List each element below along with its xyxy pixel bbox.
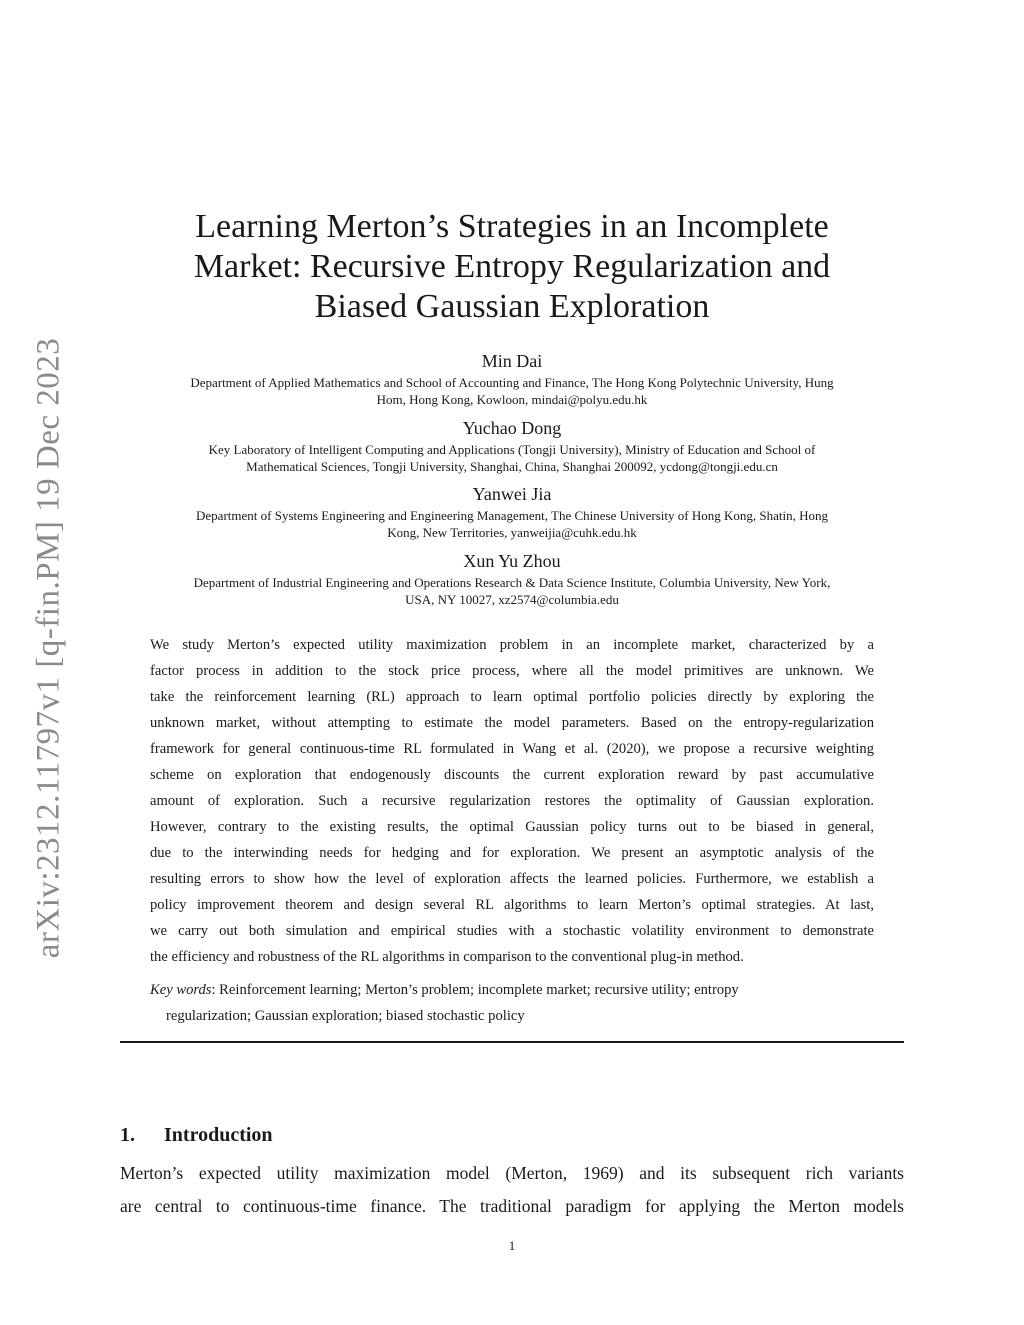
author-affiliation (120, 441, 904, 475)
abstract-line: the efficiency and robustness of the RL algorithms in comparison to the conventional plug-in method. (150, 949, 744, 965)
affiliation-line: Kong, New Territories, yanweijia@cuhk.edu.hk (387, 525, 637, 540)
body-line: are central to continuous-time finance. The traditional paradigm for applying the Merton models (120, 1196, 904, 1216)
section-title: Introduction (164, 1124, 273, 1146)
keywords-line: : Reinforcement learning; Merton’s problem; incomplete market; recursive utility; entropy (211, 982, 739, 998)
author-block (120, 417, 904, 475)
abstract-line: we carry out both simulation and empirical studies with a stochastic volatility environment to demonstrate (150, 923, 874, 939)
body-line: Merton’s expected utility maximization model (Merton, 1969) and its subsequent rich variants (120, 1163, 904, 1183)
abstract-line: However, contrary to the existing results, the optimal Gaussian policy turns out to be biased in general, (150, 819, 874, 835)
affiliation-line: Department of Industrial Engineering and Operations Research & Data Science Institute, Columbia University, New York, (193, 575, 831, 590)
abstract-line: scheme on exploration that endogenously discounts the current exploration reward by past accumulative (150, 767, 874, 783)
arxiv-identifier-stamp: arXiv:2312.11797v1 [q-fin.PM] 19 Dec 2023 (30, 337, 67, 959)
abstract-line: amount of exploration. Such a recursive regularization restores the optimality of Gaussian exploration. (150, 793, 874, 809)
author-name: Xun Yu Zhou (463, 551, 561, 571)
paper-title (150, 207, 874, 327)
author-name: Min Dai (481, 351, 543, 371)
author-block (120, 550, 904, 608)
title-line: Learning Merton’s Strategies in an Incomplete (195, 208, 829, 245)
title-line: Biased Gaussian Exploration (314, 288, 710, 325)
title-line: Market: Recursive Entropy Regularization and (193, 248, 831, 285)
abstract-line: unknown market, without attempting to estimate the model parameters. Based on the entropy-regularization (150, 715, 874, 731)
section-heading (120, 1122, 273, 1148)
affiliation-line: Department of Applied Mathematics and School of Accounting and Finance, The Hong Kong Polytechnic University, Hung (190, 375, 834, 390)
author-name: Yanwei Jia (472, 484, 552, 504)
abstract-line: policy improvement theorem and design several RL algorithms to learn Merton’s optimal strategies. At last, (150, 897, 874, 913)
introduction-paragraph (120, 1157, 904, 1223)
abstract-line: due to the interwinding needs for hedging and for exploration. We present an asymptotic analysis of the (150, 845, 874, 861)
abstract-line: resulting errors to show how the level of exploration affects the learned policies. Furthermore, we establish a (150, 871, 874, 887)
keywords (150, 977, 874, 1029)
author-block (120, 483, 904, 541)
abstract-line: framework for general continuous-time RL formulated in Wang et al. (2020), we propose a recursive weighting (150, 741, 874, 757)
author-affiliation (120, 507, 904, 541)
horizontal-rule (120, 1041, 904, 1043)
affiliation-line: USA, NY 10027, xz2574@columbia.edu (405, 592, 619, 607)
keywords-line: regularization; Gaussian exploration; biased stochastic policy (166, 1008, 525, 1024)
page-number: 1 (508, 1238, 516, 1253)
affiliation-line: Department of Systems Engineering and Engineering Management, The Chinese University of Hong Kong, Shatin, Hong (196, 508, 828, 523)
keywords-label: Key words (150, 982, 212, 998)
author-block (120, 350, 904, 408)
author-affiliation (120, 374, 904, 408)
abstract-line: take the reinforcement learning (RL) approach to learn optimal portfolio policies directly by exploring the (150, 689, 874, 705)
abstract (150, 632, 874, 970)
author-affiliation (120, 574, 904, 608)
section-number: 1. (120, 1124, 135, 1146)
affiliation-line: Hom, Hong Kong, Kowloon, mindai@polyu.edu.hk (376, 392, 648, 407)
abstract-line: factor process in addition to the stock price process, where all the model primitives are unknown. We (150, 663, 874, 679)
author-name: Yuchao Dong (462, 418, 562, 438)
affiliation-line: Key Laboratory of Intelligent Computing and Applications (Tongji University), Ministry of Education and School of (208, 442, 816, 457)
abstract-line: We study Merton’s expected utility maximization problem in an incomplete market, characterized by a (150, 637, 874, 653)
affiliation-line: Mathematical Sciences, Tongji University, Shanghai, China, Shanghai 200092, ycdong@tongji.edu.cn (246, 459, 778, 474)
